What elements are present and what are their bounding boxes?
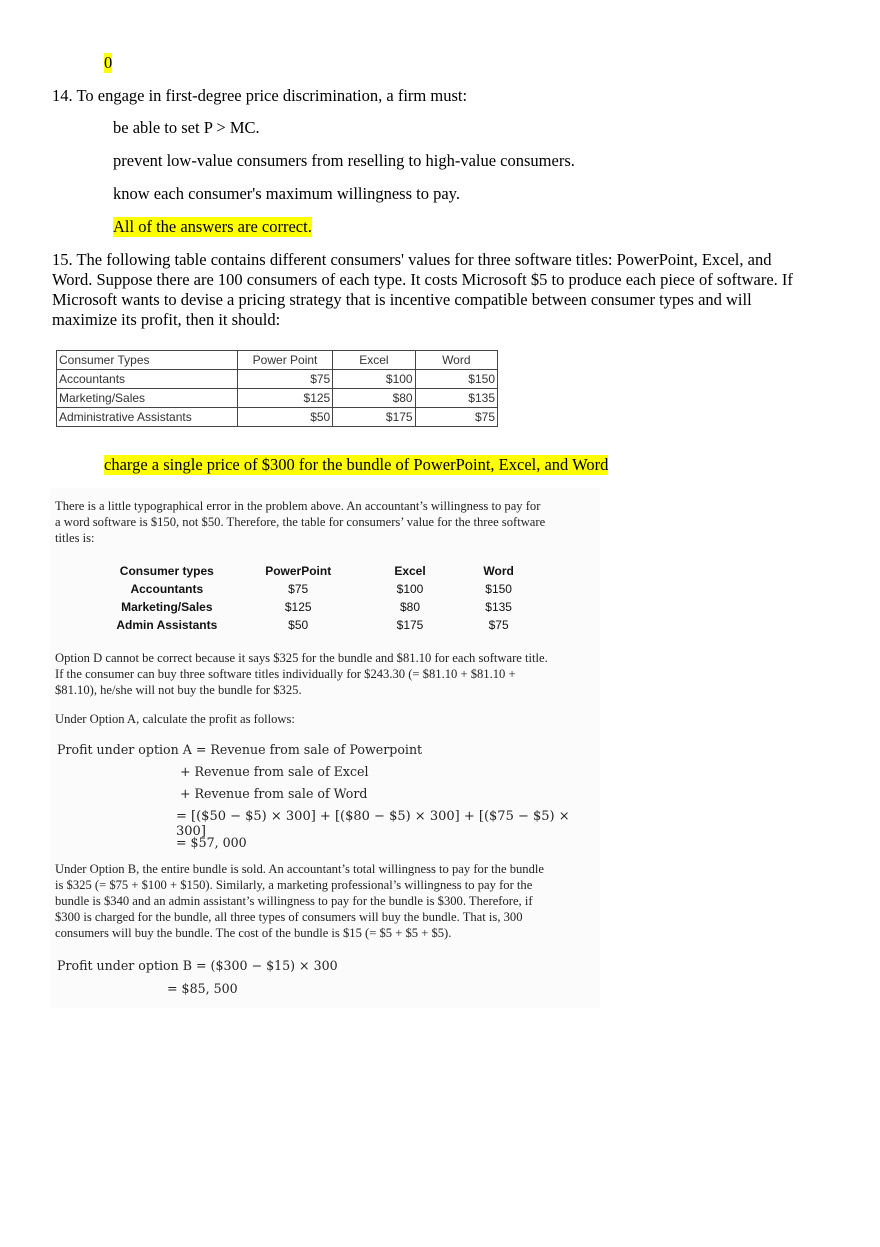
option-a-line2: + Revenue from sale of Excel: [180, 764, 369, 779]
option-a-line4: = [($50 − $5) × 300] + [($80 − $5) × 300] + [($75 − $5) × 300]: [176, 809, 570, 839]
table-row: Marketing/Sales $125 $80 $135: [121, 600, 512, 614]
explanation-values-table: [105, 562, 545, 634]
q14-option-a: be able to set P > MC.: [113, 118, 260, 137]
option-a-intro: Under Option A, calculate the profit as follows:: [55, 712, 295, 726]
q14-option-c: know each consumer's maximum willingness to pay.: [113, 184, 460, 203]
table-row: Admin Assistants $50 $175 $75: [116, 618, 509, 632]
question-14: 14. To engage in first-degree price discrimination, a firm must:: [52, 86, 468, 105]
option-a-line1: Profit under option A = Revenue from sale of Powerpoint: [57, 742, 423, 757]
question-15: 15. The following table contains different consumers' values for three software titles: PowerPoint, Excel, and Word. Suppose there are 100 consumers of each type. It costs Microsoft $5 to produce each piece of software. If Microsoft wants to devise a pricing strategy that is incentive compatible between consumer types and will maximize its profit, then it should:: [52, 250, 793, 329]
table-header-row: Consumer Types Power Point Excel Word: [57, 351, 498, 370]
q15-values-table: [56, 350, 498, 427]
q14-answer-highlight: All of the answers are correct.: [113, 217, 312, 236]
explanation-intro: There is a little typographical error in the problem above. An accountant’s willingness to pay for a word software is $150, not $50. Therefore, the table for consumers’ value for the three software titles is:: [55, 499, 546, 545]
explanation-image: [50, 488, 600, 1008]
q15-answer-highlight: charge a single price of $300 for the bundle of PowerPoint, Excel, and Word: [104, 455, 609, 474]
option-b-explanation: Under Option B, the entire bundle is sold. An accountant’s total willingness to pay for the bundle is $325 (= $75 + $100 + $150). Similarly, a marketing professional’s willingness to pay for the bundle is $340 and an admin assistant’s willingness to pay for the bundle is $300. Therefore, if $300 is charged for the bundle, all three types of consumers will buy the bundle. That is, 300 consumers will buy the bundle. The cost of the bundle is $15 (= $5 + $5 + $5).: [55, 862, 544, 940]
option-d-explanation: Option D cannot be correct because it says $325 for the bundle and $81.10 for each software title. If the consumer can buy three software titles individually for $243.30 (= $81.10 + $81.10 + $81.10), he/she will not buy the bundle for $325.: [55, 651, 548, 697]
option-a-line3: + Revenue from sale of Word: [180, 786, 368, 801]
q14-option-b: prevent low-value consumers from reselling to high-value consumers.: [113, 151, 575, 170]
option-b-line2: = $85, 500: [167, 981, 238, 996]
table-row: Accountants $75 $100 $150: [57, 370, 498, 389]
table-row: Marketing/Sales $125 $80 $135: [57, 389, 498, 408]
table-row: Accountants $75 $100 $150: [130, 582, 512, 596]
previous-answer: 0: [104, 53, 113, 72]
table-row: Administrative Assistants $50 $175 $75: [57, 408, 498, 427]
option-a-line5: = $57, 000: [176, 835, 247, 850]
table-header-row: Consumer types PowerPoint Excel Word: [119, 564, 514, 578]
option-b-line1: Profit under option B = ($300 − $15) × 300: [57, 958, 338, 973]
